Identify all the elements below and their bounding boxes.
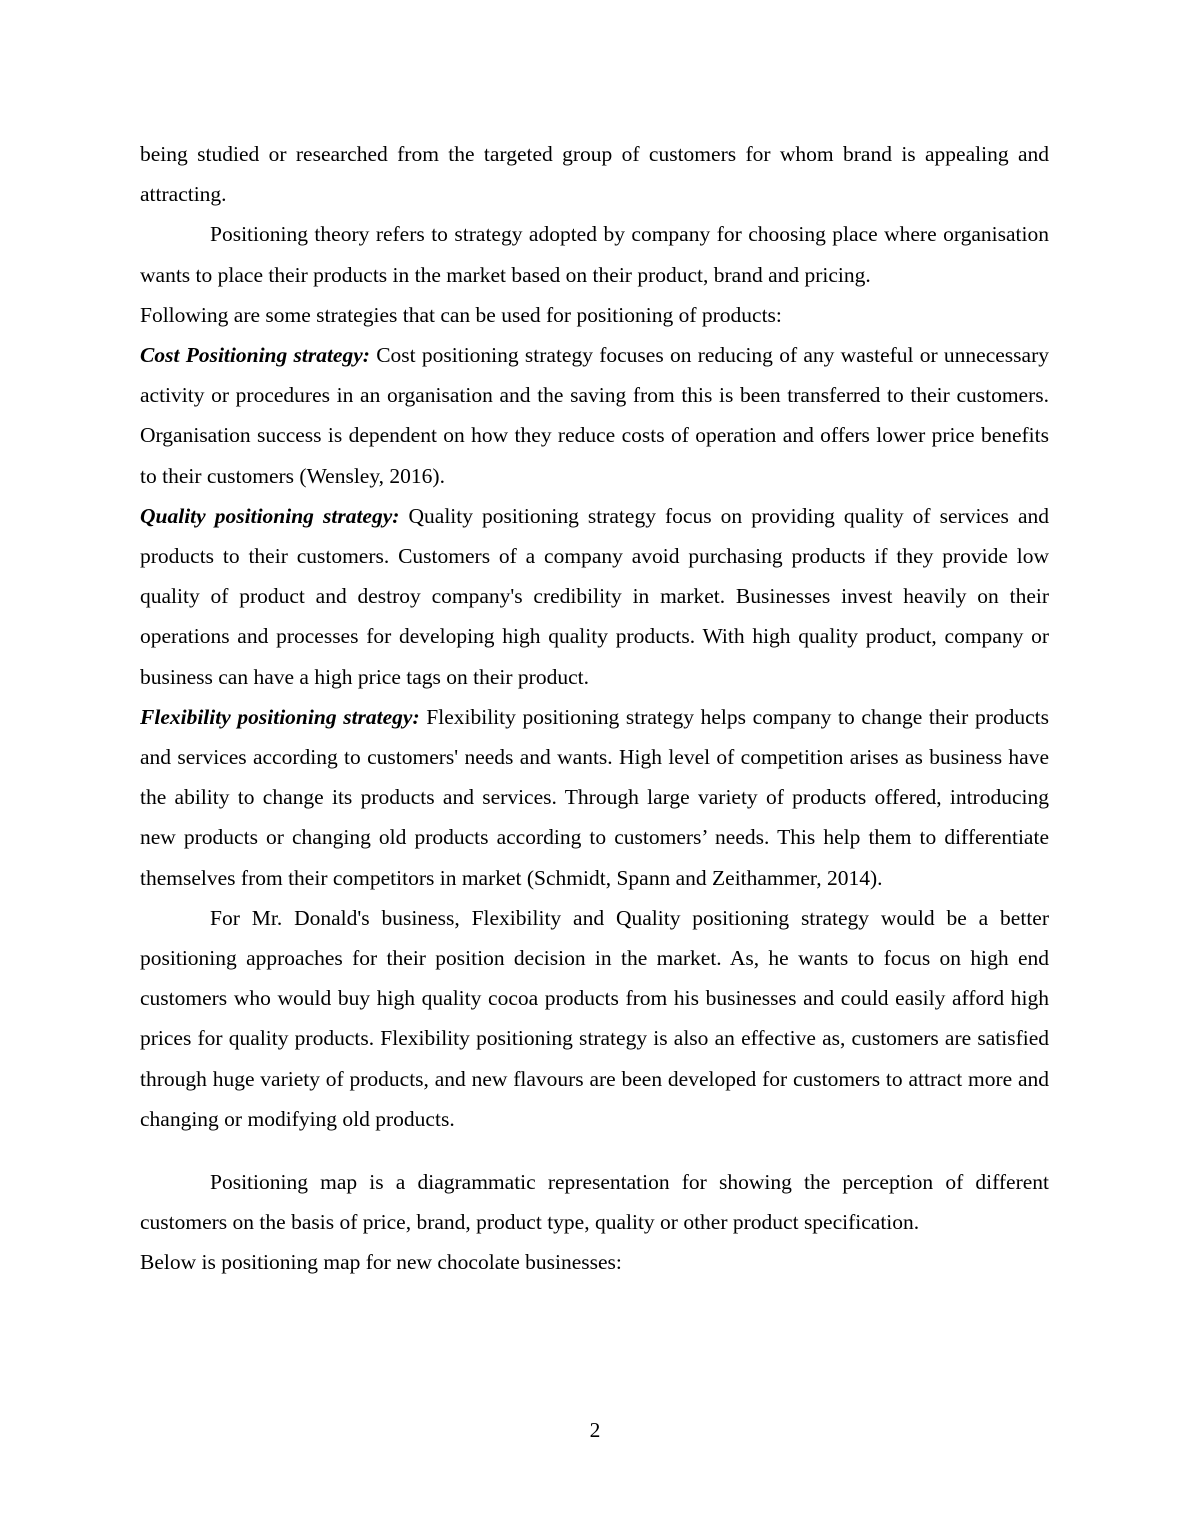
paragraph-donald-business: For Mr. Donald's business, Flexibility and Quality positioning strategy would be a better positioning approaches for their position decision in the market. As, he wants to focus on high end customers who would buy high quality cocoa products from his businesses and could easily afford high prices for quality products. Flexibility positioning strategy is also an effective as, customers are satisfied through huge variety of products, and new flavours are been developed for customers to attract more and changing or modifying old products. [140,905,1049,1131]
paragraph-positioning-map: Positioning map is a diagrammatic representation for showing the perception of different customers on the basis of price, brand, product type, quality or other product specification. [140,1170,1049,1235]
paragraph-cost-strategy [140,335,1049,496]
cost-strategy-heading: Cost Positioning strategy: [140,343,370,368]
paragraph-strategies-intro: Following are some strategies that can be used for positioning of products: [140,302,782,327]
paragraph-positioning-theory: Positioning theory refers to strategy adopted by company for choosing place where organisation wants to place their products in the market based on their product, brand and pricing. [140,222,1049,287]
quality-strategy-heading: Quality positioning strategy: [140,503,400,528]
page-number: 2 [589,1418,601,1442]
quality-strategy-text: Quality positioning strategy focus on providing quality of services and products to their customers. Customers of a company avoid purchasing products if they provide low quality of product and destroy company's credibility in market. Businesses invest heavily on their operations and processes for developing high quality products. With high quality product, company or business can have a high price tags on their product. [140,503,1049,689]
paragraph-flexibility-strategy [140,697,1049,898]
cost-strategy-text: Cost positioning strategy focuses on reducing of any wasteful or unnecessary activity or procedures in an organisation and the saving from this is been transferred to their customers. Organisation success is dependent on how they reduce costs of operation and offers lower price benefits to their customers (Wensley, 2016). [140,343,1049,488]
paragraph-continuation: being studied or researched from the targeted group of customers for whom brand is appealing and attracting. [140,142,1049,207]
document-body [140,134,1049,1283]
paragraph-map-intro: Below is positioning map for new chocolate businesses: [140,1250,622,1275]
flexibility-strategy-heading: Flexibility positioning strategy: [140,704,420,729]
flexibility-strategy-text: Flexibility positioning strategy helps company to change their products and services according to customers' needs and wants. High level of competition arises as business have the ability to change its products and services. Through large variety of products offered, introducing new products or changing old products according to customers’ needs. This help them to differentiate themselves from their competitors in market (Schmidt, Spann and Zeithammer, 2014). [140,704,1049,890]
paragraph-quality-strategy [140,496,1049,697]
